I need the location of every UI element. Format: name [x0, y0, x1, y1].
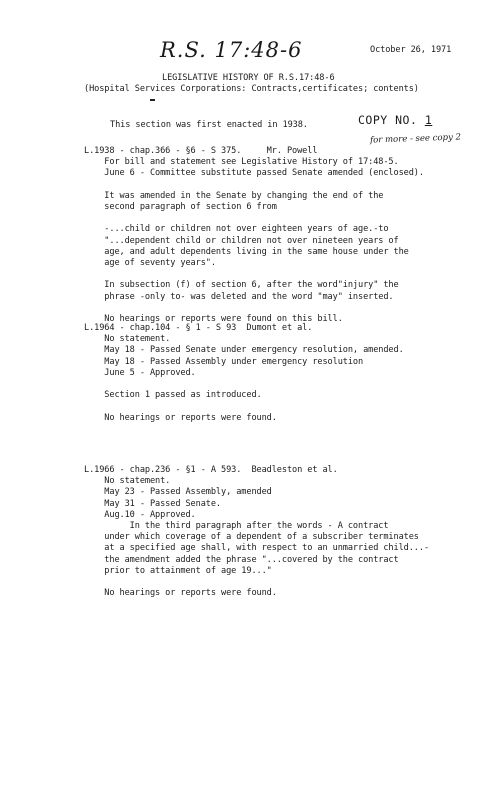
section-line [84, 213, 424, 224]
section-line: May 18 - Passed Assembly under emergency resolution [84, 356, 364, 367]
section-line: In subsection (f) of section 6, after the word"injury" the [84, 280, 399, 291]
section-line: phrase -only to- was deleted and the word "may" inserted. [84, 291, 394, 302]
section-line: the amendment added the phrase "...covered by the contract [84, 554, 399, 565]
section-line: May 18 - Passed Senate under emergency resolution, amended. [84, 345, 404, 356]
section-line [84, 180, 424, 191]
section-line: second paragraph of section 6 from [84, 202, 277, 213]
dash-mark [150, 99, 155, 101]
section-line: -...child or children not over eighteen years of age.-to [84, 224, 389, 235]
enactment-note: This section was first enacted in 1938. [110, 120, 308, 130]
section-line: L.1966 - chap.236 - §1 - A 593. Beadleston et al. [84, 465, 338, 475]
section-line: L.1938 - chap.366 - §6 - S 375. Mr. Powell [84, 146, 318, 156]
section-line: under which coverage of a dependent of a subscriber terminates [84, 532, 419, 543]
section-line [84, 379, 404, 390]
section-line: No statement. [84, 334, 171, 345]
section-l1966 [84, 465, 429, 599]
section-line: L.1964 - chap.104 - § 1 - S 93 Dumont et al. [84, 323, 313, 333]
document-subtitle: (Hospital Services Corporations: Contracts,certificates; contents) [84, 84, 419, 94]
section-line: Section 1 passed as introduced. [84, 390, 262, 401]
section-line: No statement. [84, 476, 171, 487]
section-line: prior to attainment of age 19..." [84, 565, 272, 576]
section-line: No hearings or reports were found. [84, 412, 277, 423]
section-line: For bill and statement see Legislative History of 17:48-5. [84, 157, 399, 168]
section-line: May 23 - Passed Assembly, amended [84, 487, 272, 498]
section-line: June 5 - Approved. [84, 367, 196, 378]
section-line [84, 577, 429, 588]
copy-label: COPY NO. [358, 113, 418, 127]
document-date: October 26, 1971 [370, 45, 452, 55]
section-line [84, 303, 424, 314]
handwritten-margin-note: for more - see copy 2 [369, 132, 462, 146]
section-line: age, and adult dependents living in the same house under the [84, 246, 409, 257]
document-title: LEGISLATIVE HISTORY OF R.S.17:48-6 [162, 73, 335, 83]
copy-number-stamp [358, 113, 432, 127]
section-l1938 [84, 146, 424, 325]
section-line: In the third paragraph after the words - A contract [84, 521, 389, 532]
section-line [84, 401, 404, 412]
section-line [84, 269, 424, 280]
section-line: No hearings or reports were found on this bill. [84, 314, 343, 325]
section-l1964 [84, 323, 404, 424]
section-line: It was amended in the Senate by changing the end of the [84, 190, 384, 201]
section-line: at a specified age shall, with respect to an unmarried child...- [84, 543, 430, 554]
section-line: Aug.10 - Approved. [84, 509, 196, 520]
handwritten-statute-reference: R.S. 17:48-6 [160, 38, 303, 62]
section-line: age of seventy years". [84, 258, 216, 269]
section-line: June 6 - Committee substitute passed Senate amended (enclosed). [84, 168, 424, 179]
section-line: No hearings or reports were found. [84, 588, 277, 599]
section-line: "...dependent child or children not over nineteen years of [84, 235, 399, 246]
copy-number: 1 [424, 113, 433, 127]
section-line: May 31 - Passed Senate. [84, 498, 221, 509]
